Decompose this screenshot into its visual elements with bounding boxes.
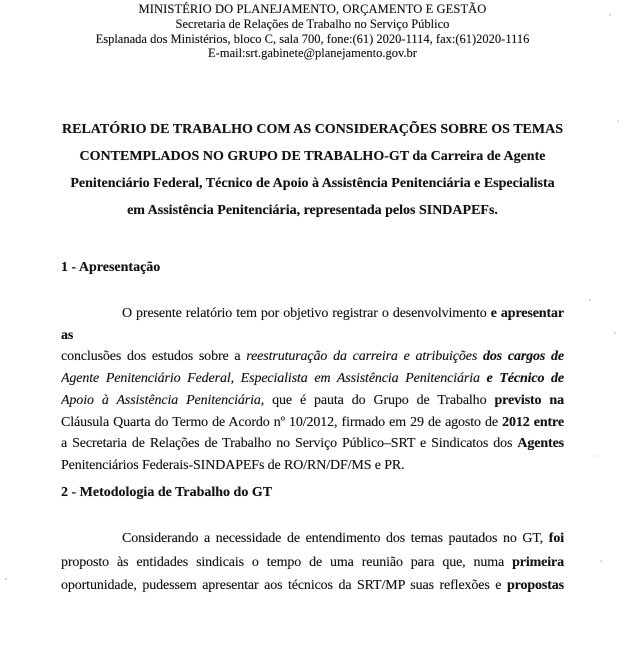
text-line: [61, 433, 564, 455]
text-line: [61, 527, 564, 551]
ministry-name: MINISTÉRIO DO PLANEJAMENTO, ORÇAMENTO E GESTÃO: [138, 2, 487, 16]
text-run: proposto às entidades sindicais o tempo de uma reunião para que, numa: [61, 554, 513, 570]
letterhead: [0, 2, 625, 61]
title-line-4: em Assistência Penitenciária, representada pelos SINDAPEFs.: [127, 203, 498, 218]
section-2-heading: 2 - Metodologia de Trabalho do GT: [61, 485, 273, 500]
title-line-1: RELATÓRIO DE TRABALHO COM AS CONSIDERAÇÕES SOBRE OS TEMAS: [62, 122, 563, 137]
text-run: reestruturação da carreira e atribuições: [246, 349, 483, 365]
text-line: [61, 346, 564, 368]
text-run: Agente Penitenciário Federal, Especialista em Assistência Penitenciária: [61, 371, 487, 387]
text-run: Agentes: [517, 436, 564, 452]
secretariat-name: Secretaria de Relações de Trabalho no Serviço Público: [175, 16, 450, 31]
text-line: [61, 303, 564, 346]
text-run: , que é pauta do Grupo de Trabalho: [260, 392, 495, 408]
text-run: previsto na: [494, 392, 564, 408]
text-run: conclusões dos estudos sobre a: [61, 349, 247, 365]
text-run: Apoio à Assistência Penitenciária: [61, 392, 261, 408]
text-line: [61, 551, 564, 575]
title-line-2: CONTEMPLADOS NO GRUPO DE TRABALHO-GT da Carreira de Agente: [79, 149, 546, 164]
email-line: E-mail:srt.gabinete@planejamento.gov.br: [208, 46, 417, 61]
text-run: foi: [548, 531, 564, 546]
section-1-heading: 1 - Apresentação: [61, 260, 161, 275]
document-title: [0, 116, 625, 224]
text-line: [61, 412, 564, 434]
text-run: e Técnico de: [486, 371, 564, 387]
text-run: O presente relatório tem por objetivo registrar o desenvolvimento: [122, 306, 491, 321]
text-run: e apresentar as: [61, 306, 564, 343]
section-1-paragraph: [61, 303, 564, 477]
text-line: [61, 574, 564, 598]
text-run: dos cargos de: [482, 349, 564, 365]
text-run: 2012 entre: [502, 414, 564, 430]
text-run: a Secretaria de Relações de Trabalho no Serviço Público–SRT e Sindicatos dos: [61, 436, 518, 452]
title-line-3: Penitenciário Federal, Técnico de Apoio à Assistência Penitenciária e Especialista: [70, 176, 555, 191]
text-line: [61, 390, 564, 412]
text-run: oportunidade, pudessem apresentar aos técnicos da SRT/MP suas reflexões e: [61, 578, 507, 593]
scan-noise: [0, 0, 2, 2]
address-phone-line: Esplanada dos Ministérios, bloco C, sala 700, fone:(61) 2020-1114, fax:(61)2020-1116: [95, 31, 530, 46]
text-line: [61, 455, 564, 477]
text-run: Penitenciários Federais-SINDAPEFs de RO/RN/DF/MS e PR.: [61, 457, 405, 473]
text-line: [61, 368, 564, 390]
text-run: primeira: [512, 554, 564, 570]
text-run: propostas: [506, 578, 564, 593]
text-run: Cláusula Quarta do Termo de Acordo nº 10/2012, firmado em 29 de agosto de: [61, 414, 503, 430]
text-run: Considerando a necessidade de entendimento dos temas pautados no GT,: [122, 531, 549, 546]
section-2-paragraph: [61, 527, 564, 598]
